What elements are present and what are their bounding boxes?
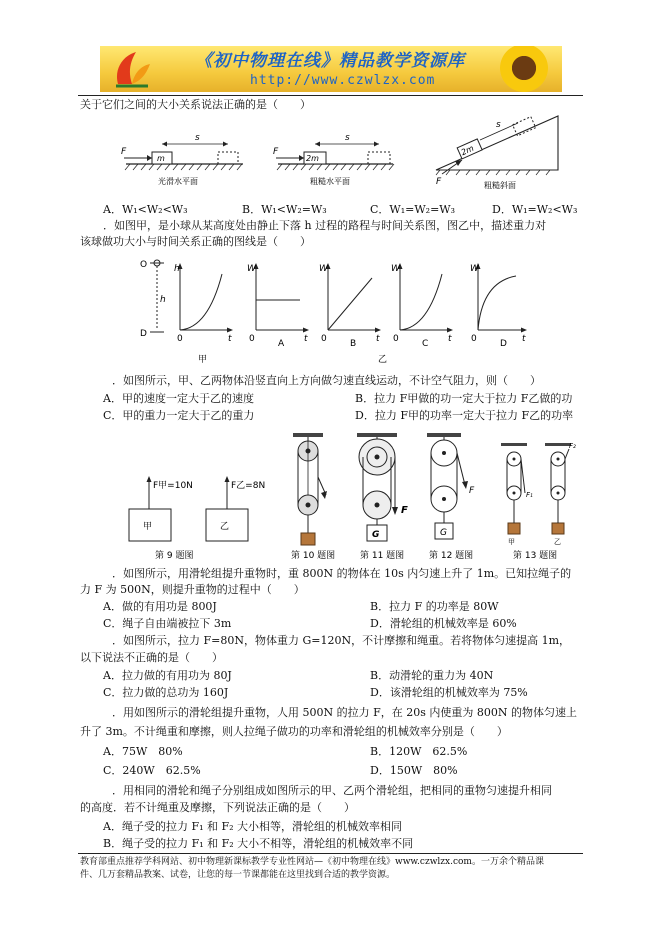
q3-stem: ．如图所示，甲、乙两物体沿竖直向上方向做匀速直线运动，不计空气阻力，则（ ） — [112, 374, 541, 387]
banner-url[interactable]: http://www.czwlzx.com — [250, 73, 436, 88]
q5-stem-line2: 以下说法不正确的是（ ） — [80, 651, 223, 664]
fig13-pulley-systems — [501, 442, 576, 561]
q5-option-d: D．该滑轮组的机械效率为 75% — [370, 686, 528, 699]
q2-caption-jia: 甲 — [198, 355, 208, 365]
q2-option-a-label: A — [278, 339, 285, 349]
fig9-box-yi: 乙 — [220, 522, 230, 532]
fig13-label-yi: 乙 — [554, 538, 561, 546]
svg-text:0: 0 — [321, 334, 327, 344]
q1-incline-figure — [436, 116, 558, 190]
q6-option-c: C．240W 62.5% — [103, 764, 201, 777]
svg-text:h: h — [174, 264, 180, 274]
q5-option-c: C．拉力做的总功为 160J — [103, 686, 229, 699]
fig11-force-label: F — [401, 505, 408, 516]
svg-text:0: 0 — [471, 334, 477, 344]
q1-smooth-surface-figure — [121, 133, 243, 186]
fig9-caption: 第 9 题图 — [155, 551, 194, 561]
q1-option-b: B．W₁<W₂=W₃ — [242, 203, 327, 216]
fig12-caption: 第 12 题图 — [429, 551, 474, 561]
q6-option-d: D．150W 80% — [370, 764, 458, 777]
q1-force-label-3: F — [436, 177, 442, 187]
banner-title: 《初中物理在线》精品教学资源库 — [195, 51, 465, 71]
svg-text:W: W — [391, 264, 400, 274]
q2-graph-b — [319, 263, 387, 365]
fig11-weight-label: G — [372, 530, 380, 540]
q2-label-o: O — [140, 260, 148, 270]
svg-text:W: W — [470, 264, 479, 274]
q2-graph-a — [247, 263, 309, 349]
q4-stem-line1: ．如图所示，用滑轮组提升重物时，重 800N 的物体在 10s 内匀速上升了 1m。已知拉绳子的 — [112, 567, 572, 580]
svg-text:t: t — [304, 334, 308, 344]
svg-text:t: t — [228, 334, 232, 344]
q2-graph-jia — [174, 263, 233, 365]
q1-option-d: D．W₁=W₂<W₃ — [492, 203, 578, 216]
q1-rough-surface-figure — [273, 133, 394, 186]
q2-ball-diagram — [140, 260, 166, 339]
q3-option-a: A．甲的速度一定大于乙的速度 — [103, 392, 254, 405]
q2-label-h: h — [160, 295, 166, 305]
q1-option-a: A．W₁<W₂<W₃ — [103, 203, 188, 216]
svg-text:t: t — [448, 334, 452, 344]
q4-option-d: D．滑轮组的机械效率是 60% — [370, 617, 517, 630]
q6-stem-line2: 升了 3m。不计绳重和摩擦，则人拉绳子做功的功率和滑轮组的机械效率分别是（ ） — [80, 725, 508, 738]
fig9-force-label-yi: F乙=8N — [231, 481, 266, 491]
svg-text:0: 0 — [249, 334, 255, 344]
fig13-caption: 第 13 题图 — [513, 551, 558, 561]
q1-surface-smooth: 光滑水平面 — [158, 177, 198, 186]
q2-option-c-label: C — [422, 339, 429, 349]
q1-option-c: C．W₁=W₂=W₃ — [370, 203, 455, 216]
q1-surface-incline: 粗糙斜面 — [484, 181, 516, 190]
q2-option-d-label: D — [500, 339, 507, 349]
q2-graph-c — [391, 263, 453, 349]
q6-option-b: B．120W 62.5% — [370, 745, 468, 758]
fig9-force-label-jia: F甲=10N — [153, 481, 193, 491]
sunflower-image — [496, 46, 552, 92]
fig12-pulley-system — [427, 433, 475, 561]
fig13-label-jia: 甲 — [508, 538, 515, 546]
q4-option-b: B．拉力 F 的功率是 80W — [370, 600, 499, 613]
q6-option-a: A．75W 80% — [103, 745, 183, 758]
q5-option-a: A．拉力做的有用功为 80J — [103, 669, 232, 682]
q1-force-label-1: F — [121, 147, 127, 157]
q1-mass-label-2: 2m — [306, 154, 319, 163]
logo-icon — [112, 50, 152, 88]
q2-graph-d — [470, 252, 530, 352]
q5-option-b: B．动滑轮的重力为 40N — [370, 669, 494, 682]
q5-stem-line1: ．如图所示，拉力 F=80N，物体重力 G=120N，不计摩擦和绳重。若将物体匀速提高 1m， — [112, 634, 571, 647]
svg-text:t: t — [522, 334, 526, 344]
q4-option-a: A．做的有用功是 800J — [103, 600, 217, 613]
fig13-force-label-2: F₂ — [569, 442, 576, 450]
footer-line2: 件、几万套精品教案、试卷，让您的每一节课都能在这里找到合适的教学资源。 — [80, 870, 396, 880]
q1-stem: 关于它们之间的大小关系说法正确的是（ ） — [80, 98, 311, 111]
q7-stem-line1: ．用相同的滑轮和绳子分别组成如图所示的甲、乙两个滑轮组，把相同的重物匀速提升相同 — [112, 784, 552, 797]
svg-text:W: W — [319, 264, 328, 274]
q1-mass-label-1: m — [157, 154, 165, 163]
q7-option-b: B．绳子受的拉力 F₁ 和 F₂ 大小不相等，滑轮组的机械效率不同 — [103, 837, 414, 850]
q2-stem-line1: ．如图甲，是小球从某高度处由静止下落 h 过程的路程与时间关系图，图乙中，描述重力对 — [103, 219, 547, 232]
q1-force-label-2: F — [273, 147, 279, 157]
q4-option-c: C．绳子自由端被拉下 3m — [103, 617, 232, 630]
q7-stem-line2: 的高度．若不计绳重及摩擦，下列说法正确的是（ ） — [80, 801, 355, 814]
fig10-caption: 第 10 题图 — [291, 551, 336, 561]
footer-rule — [78, 853, 583, 854]
q2-caption-yi: 乙 — [378, 355, 388, 365]
fig9-two-boxes — [129, 476, 265, 561]
fig12-force-label: F — [469, 486, 475, 496]
q2-stem-line2: 该球做功大小与时间关系正确的图线是（ ） — [80, 235, 311, 248]
q1-mass-label-3: 2m — [459, 143, 476, 158]
svg-text:t: t — [376, 334, 380, 344]
q3-option-d: D．拉力 F甲的功率一定大于拉力 F乙的功率 — [355, 409, 574, 422]
q1-figure — [118, 112, 568, 194]
site-banner — [100, 46, 562, 92]
fig10-pulley-system — [291, 433, 335, 561]
q2-label-d: D — [140, 329, 147, 339]
q3-option-b: B．拉力 F甲做的功一定大于拉力 F乙做的功 — [355, 392, 573, 405]
q1-surface-rough: 粗糙水平面 — [310, 177, 350, 186]
q6-stem-line1: ．用如图所示的滑轮组提升重物，人用 500N 的拉力 F，在 20s 内使重为 800N 的物体匀速上 — [112, 706, 577, 719]
q3-option-c: C．甲的重力一定大于乙的重力 — [103, 409, 255, 422]
figures-9-13 — [105, 427, 585, 565]
q2-graphs — [138, 252, 478, 367]
fig9-box-jia: 甲 — [143, 522, 153, 532]
fig13-force-label-1: F₁ — [526, 491, 533, 499]
q1-distance-label-1: s — [195, 133, 200, 143]
svg-text:0: 0 — [177, 334, 183, 344]
fig11-pulley-system — [357, 433, 408, 561]
q2-option-b-label: B — [350, 339, 357, 349]
q1-distance-label-3: s — [496, 120, 501, 130]
svg-text:W: W — [247, 264, 256, 274]
footer-line1: 教育部重点推荐学科网站、初中物理新课标教学专业性网站—《初中物理在线》www.czwlzx.com。一万余个精品课 — [80, 857, 544, 867]
q7-option-a: A．绳子受的拉力 F₁ 和 F₂ 大小相等，滑轮组的机械效率相同 — [103, 820, 403, 833]
fig11-caption: 第 11 题图 — [360, 551, 405, 561]
header-rule — [78, 95, 583, 96]
svg-text:0: 0 — [393, 334, 399, 344]
q1-distance-label-2: s — [345, 133, 350, 143]
q4-stem-line2: 力 F 为 500N，则提升重物的过程中（ ） — [80, 583, 305, 596]
fig12-weight-label: G — [440, 528, 447, 538]
